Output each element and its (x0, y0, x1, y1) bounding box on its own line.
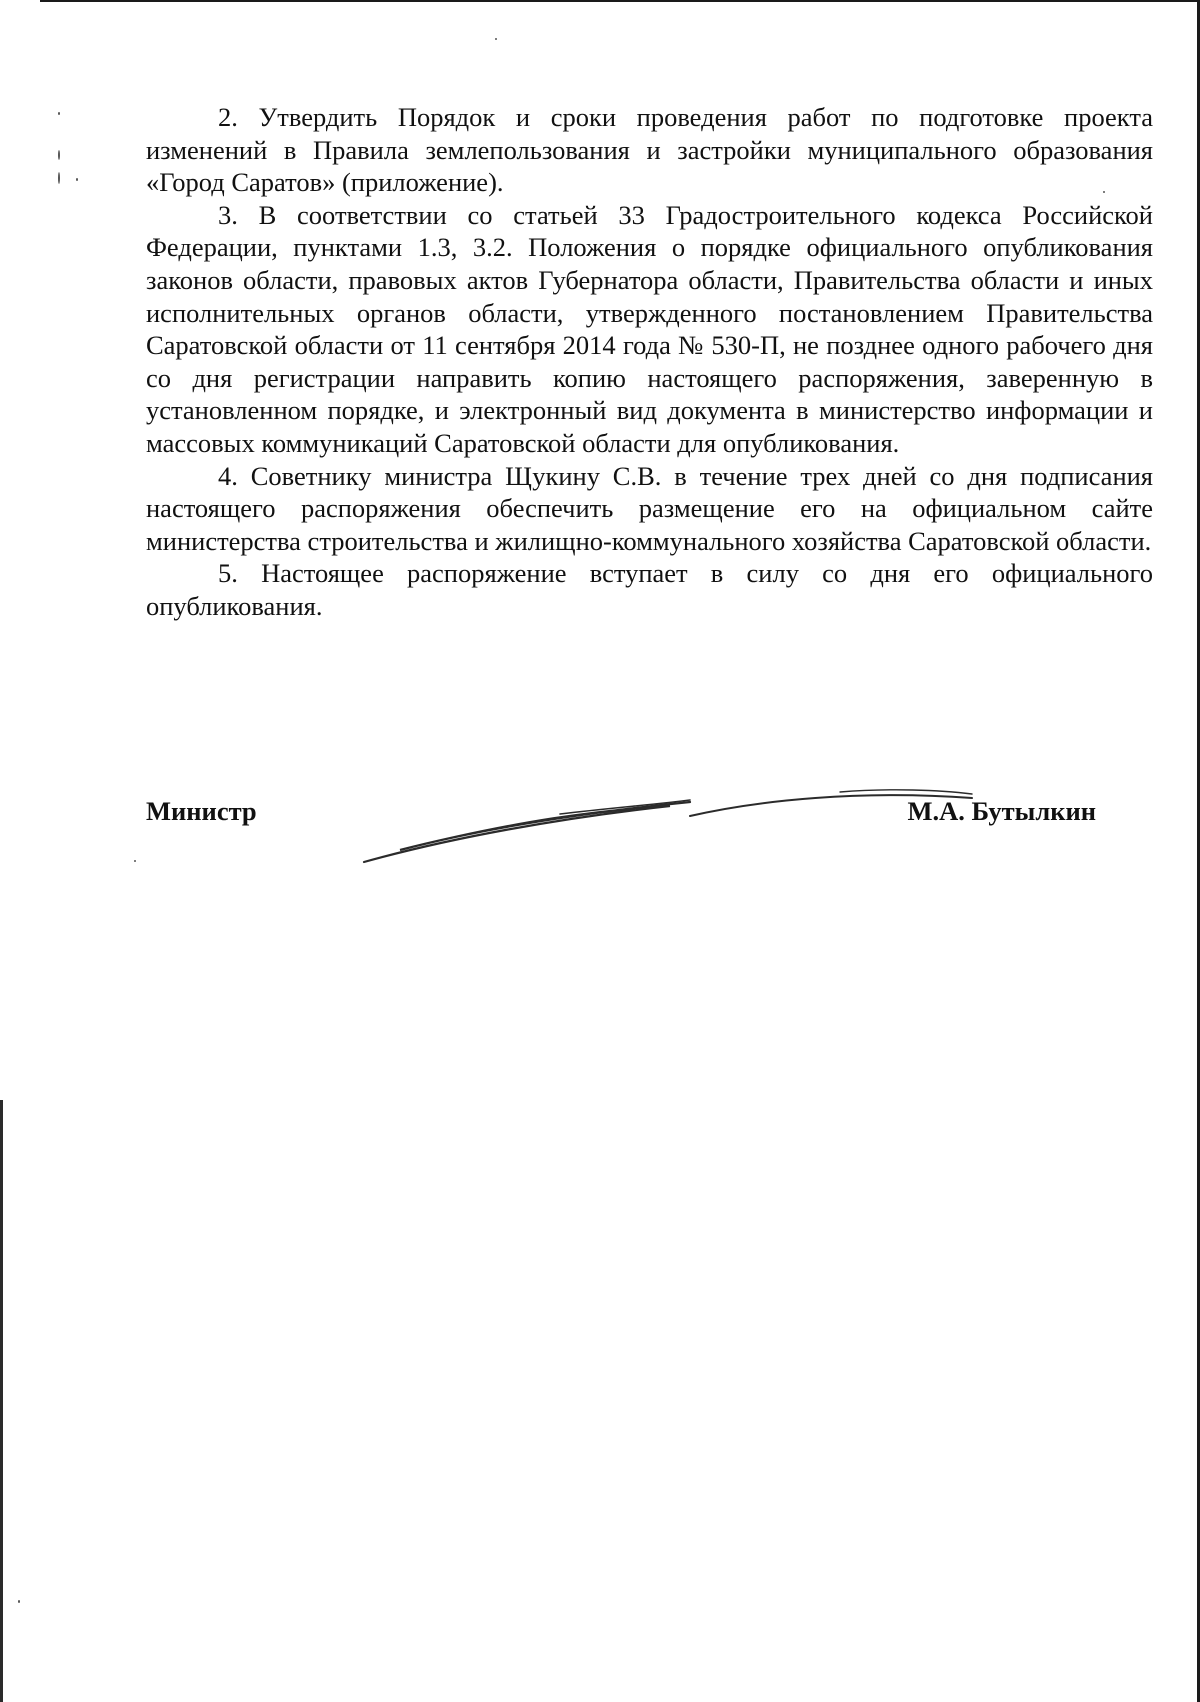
paragraph-2: 2. Утвердить Порядок и сроки проведения работ по подготовке проекта изменений в Правила землепользования и застройки муниципального образования «Город Саратов» (приложение). (146, 102, 1153, 198)
scan-speck (58, 172, 60, 184)
scan-speck (134, 860, 136, 862)
paragraph-5: 5. Настоящее распоряжение вступает в силу со дня его официального опубликования. (146, 558, 1153, 621)
scan-speck (58, 112, 60, 115)
scan-speck (18, 1600, 20, 1603)
paragraph-3: 3. В соответствии со статьей 33 Градостроительного кодекса Российской Федерации, пунктами 1.3, 3.2. Положения о порядке официального опубликования законов области, правовых актов Губернатора области, Правительства области и иных исполнительных органов области, утвержденного постановлением Правительства Саратовской области от 11 сентября 2014 года № 530-П, не позднее одного рабочего дня со дня регистрации направить копию настоящего распоряжения, заверенную в установленном порядке, и электронный вид документа в министерство информации и массовых коммуникаций Саратовской области для опубликования. (146, 199, 1153, 458)
scan-speck (58, 150, 60, 160)
scan-top-edge (40, 0, 1200, 2)
paragraph-4: 4. Советнику министра Щукину С.В. в течение трех дней со дня подписания настоящего распоряжения обеспечить размещение его на официальном сайте министерства строительства и жилищно-коммунального хозяйства Саратовской области. (146, 460, 1153, 556)
scan-speck (495, 38, 497, 40)
signature-block (146, 796, 1096, 866)
document-body (146, 101, 1153, 623)
signatory-name: М.А. Бутылкин (907, 796, 1096, 826)
scan-speck (76, 178, 78, 181)
scan-left-edge (0, 1100, 3, 1702)
signatory-title: Министр (146, 796, 257, 826)
